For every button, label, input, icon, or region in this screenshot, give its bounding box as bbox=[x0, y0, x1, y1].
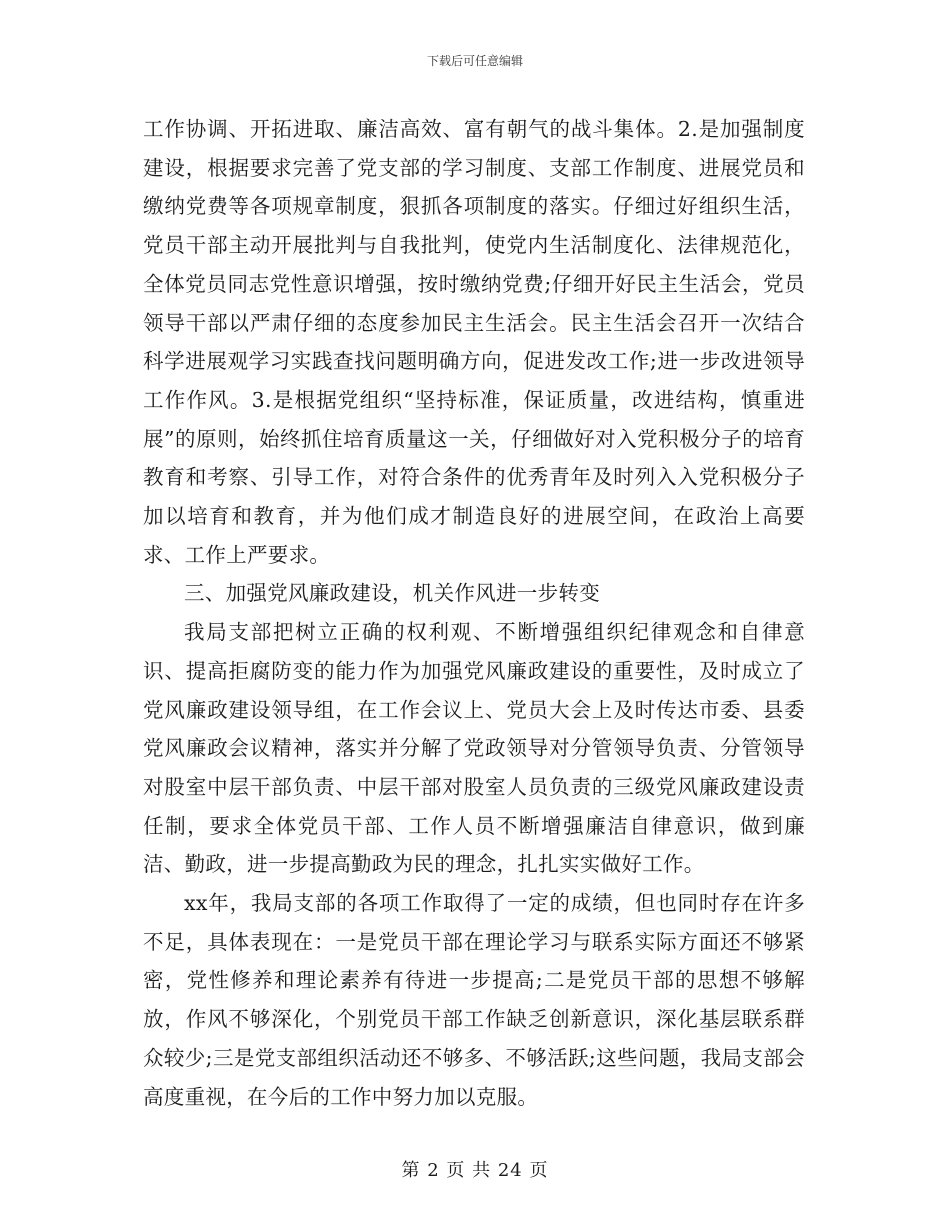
paragraph-continuation: 工作协调、开拓进取、廉洁高效、富有朝气的战斗集体。2.是加强制度建设，根据要求完善了党支部的学习制度、支部工作制度、进展党员和缴纳党费等各项规章制度，狠抓各项制度的落实。仔细过好组织生活，党员干部主动开展批判与自我批判，使党内生活制度化、法律规范化，全体党员同志党性意识增强，按时缴纳党费;仔细开好民主生活会，党员领导干部以严肃仔细的态度参加民主生活会。民主生活会召开一次结合科学进展观学习实践查找问题明确方向，促进发改工作;进一步改进领导工作作风。3.是根据党组织“坚持标准，保证质量，改进结构，慎重进展”的原则，始终抓住培育质量这一关，仔细做好对入党积极分子的培育教育和考察、引导工作，对符合条件的优秀青年及时列入入党积极分子加以培育和教育，并为他们成才制造良好的进展空间，在政治上高要求、工作上严要求。 bbox=[143, 117, 805, 567]
document-body bbox=[143, 110, 805, 1116]
page-number: 第 2 页 共 24 页 bbox=[401, 1160, 549, 1181]
page-header: 下载后可任意编辑 bbox=[426, 54, 523, 68]
paragraph-shortcomings: xx年，我局支部的各项工作取得了一定的成绩，但也同时存在许多不足，具体表现在：一是党员干部在理论学习与联系实际方面还不够紧密，党性修养和理论素养有待进一步提高;二是党员干部的思想不够解放，作风不够深化，个别党员干部工作缺乏创新意识，深化基层联系群众较少;三是党支部组织活动还不够多、不够活跃;这些问题，我局支部会高度重视，在今后的工作中努力加以克服。 bbox=[143, 891, 805, 1109]
paragraph-party-conduct: 我局支部把树立正确的权利观、不断增强组织纪律观念和自律意识、提高拒腐防变的能力作为加强党风廉政建设的重要性，及时成立了党风廉政建设领导组，在工作会议上、党员大会上及时传达市委、县委党风廉政会议精神，落实并分解了党政领导对分管领导负责、分管领导对股室中层干部负责、中层干部对股室人员负责的三级党风廉政建设责任制，要求全体党员干部、工作人员不断增强廉洁自律意识，做到廉洁、勤政，进一步提高勤政为民的理念，扎扎实实做好工作。 bbox=[143, 620, 805, 877]
section-heading: 三、加强党风廉政建设，机关作风进一步转变 bbox=[184, 581, 600, 606]
